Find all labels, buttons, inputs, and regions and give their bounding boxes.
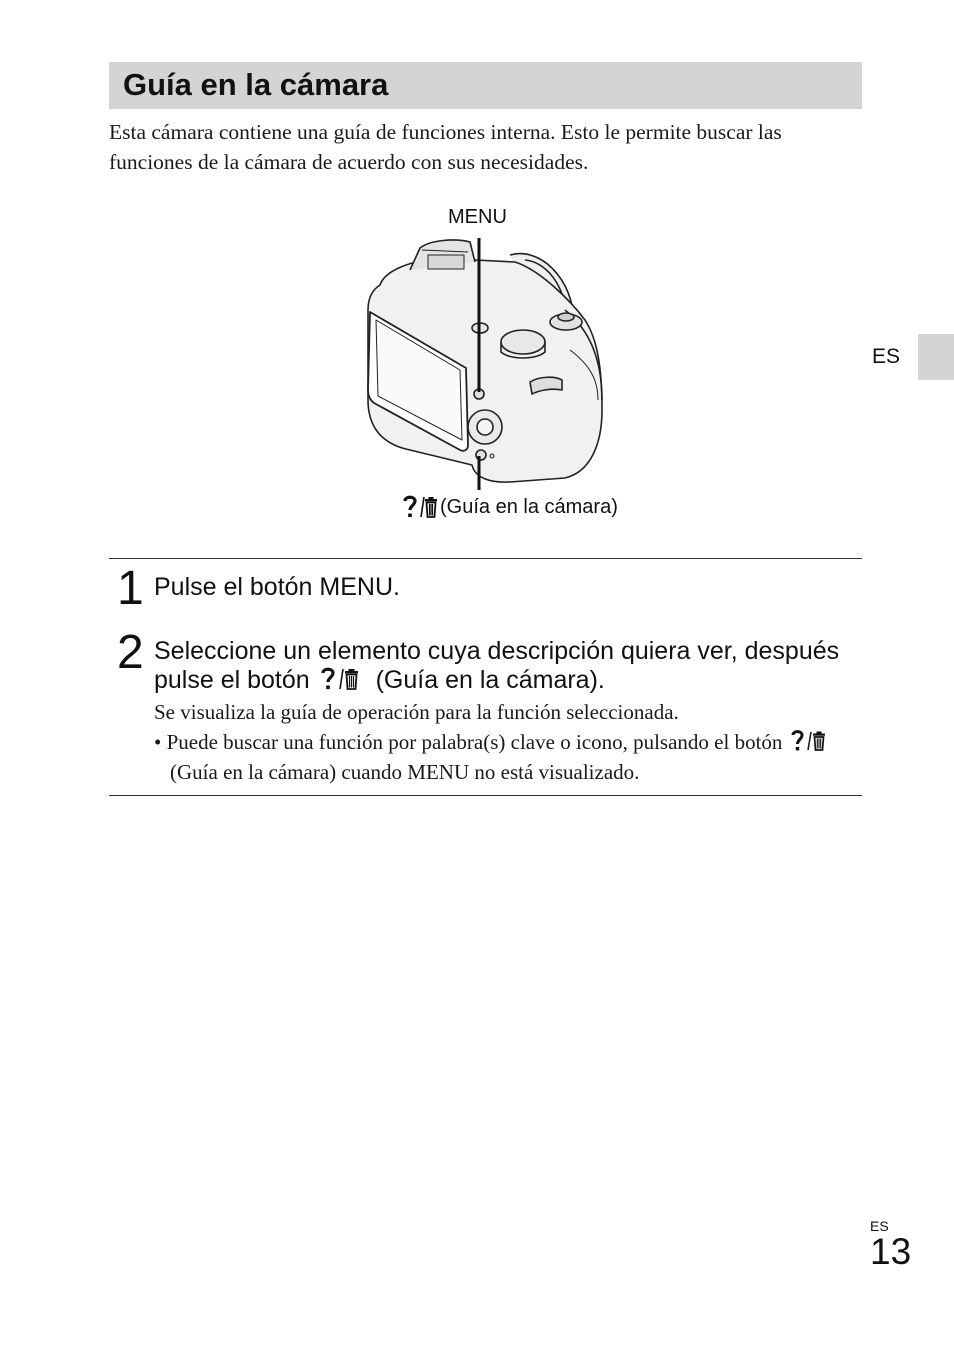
intro-paragraph: Esta cámara contiene una guía de funciones interna. Esto le permite buscar las funciones de la cámara de acuerdo con sus necesidades. xyxy=(109,120,782,174)
help-trash-icon xyxy=(317,666,369,692)
step-2-bullet-part2: (Guía en la cámara) cuando MENU no está visualizado. xyxy=(170,760,640,784)
guide-label-text: (Guía en la cámara) xyxy=(440,495,618,518)
section-title-bar xyxy=(109,62,862,109)
menu-label: MENU xyxy=(448,206,507,228)
camera-illustration xyxy=(340,200,670,530)
step-2-text-part2: (Guía en la cámara). xyxy=(375,666,605,694)
section-title: Guía en la cámara xyxy=(123,67,389,102)
camera-figure xyxy=(340,200,670,530)
guide-label xyxy=(402,494,618,520)
language-tab-marker xyxy=(918,334,954,380)
step-1-number: 1 xyxy=(117,562,144,615)
step-2-number: 2 xyxy=(117,626,144,679)
language-tab-label: ES xyxy=(872,345,901,368)
steps-box xyxy=(109,558,862,796)
step-2-bullet-part1: Puede buscar una función por palabra(s) clave o icono, pulsando el botón xyxy=(166,730,783,754)
step-2-description: Se visualiza la guía de operación para la función seleccionada. xyxy=(154,700,679,724)
footer-language: ES xyxy=(870,1218,889,1234)
step-2-bullet: • Puede buscar una función por palabra(s) clave o icono, pulsando el botón (Guía en la cámara) cuando MENU no está visualizado. xyxy=(154,727,870,787)
step-2-text-part1: Seleccione un elemento cuya descripción quiera ver, después pulse el botón xyxy=(154,637,840,694)
step-2-text xyxy=(154,637,854,695)
step-1-text: Pulse el botón MENU. xyxy=(154,573,400,601)
help-trash-icon xyxy=(788,729,836,753)
page-number: 13 xyxy=(870,1231,912,1272)
help-trash-icon xyxy=(402,494,438,520)
